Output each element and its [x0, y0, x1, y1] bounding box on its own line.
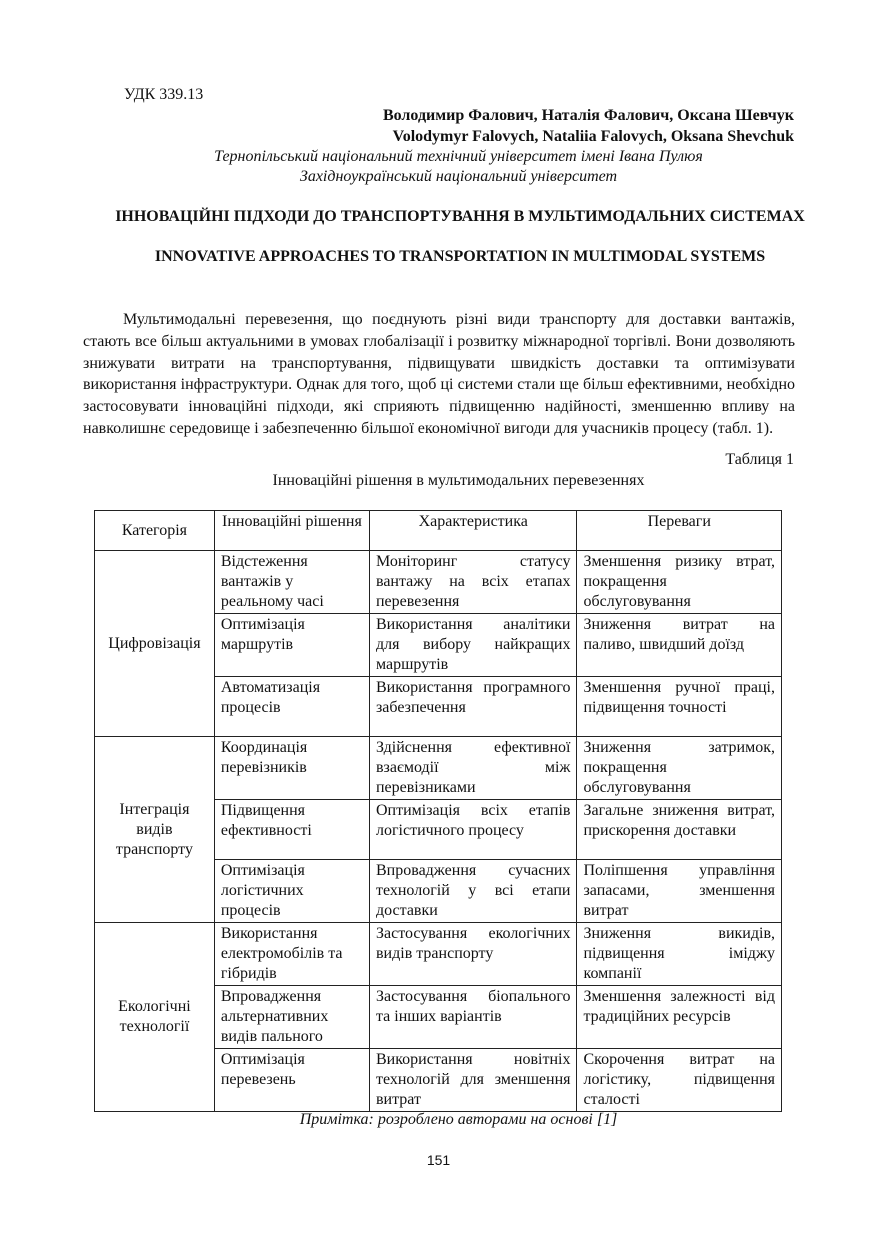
table-row	[95, 737, 782, 800]
characteristic-cell: Застосування біопального та інших варіантів	[369, 986, 577, 1049]
title-ukrainian: ІННОВАЦІЙНІ ПІДХОДИ ДО ТРАНСПОРТУВАННЯ В МУЛЬТИМОДАЛЬНИХ СИСТЕМАХ	[115, 208, 805, 225]
solution-cell: Координація перевізників	[214, 737, 369, 800]
advantage-cell: Зниження викидів, підвищення іміджу компанії	[577, 923, 782, 986]
advantage-cell: Зменшення ручної праці, підвищення точності	[577, 677, 782, 737]
characteristic-cell: Здійснення ефективної взаємодії між перевізниками	[369, 737, 577, 800]
affiliation-1: Тернопільський національний технічний університет імені Івана Пулюя	[214, 148, 703, 165]
advantage-cell: Зменшення ризику втрат, покращення обслуговування	[577, 551, 782, 614]
characteristic-cell: Застосування екологічних видів транспорту	[369, 923, 577, 986]
affiliation-2: Західноукраїнський національний університет	[299, 168, 618, 185]
header-category: Категорія	[95, 511, 215, 551]
advantage-cell: Скорочення витрат на логістику, підвищення сталості	[577, 1049, 782, 1112]
characteristic-cell: Оптимізація всіх етапів логістичного процесу	[369, 800, 577, 860]
characteristic-cell: Впровадження сучасних технологій у всі етапи доставки	[369, 860, 577, 923]
body-paragraph: Мультимодальні перевезення, що поєднують різні види транспорту для доставки вантажів, стають все більш актуальними в умовах глобалізації і розвитку міжнародної торгівлі. Вони дозволяють знижувати витрати на транспортування, підвищувати швидкість доставки та оптимізувати використання інфраструктури. Однак для того, щоб ці системи стали ще більш ефективними, необхідно застосовувати інноваційні підходи, які сприяють підвищенню надійності, зменшенню впливу на навколишнє середовище і забезпеченню більшої економічної вигоди для учасників процесу (табл. 1).	[83, 311, 795, 437]
characteristic-cell: Використання новітніх технологій для зменшення витрат	[369, 1049, 577, 1112]
solution-cell: Використання електромобілів та гібридів	[214, 923, 369, 986]
table-note: Примітка: розроблено авторами на основі [1]	[299, 1111, 618, 1128]
solutions-table	[94, 510, 782, 1112]
udk-code: УДК 339.13	[124, 86, 204, 103]
solution-cell: Впровадження альтернативних видів пального	[214, 986, 369, 1049]
solution-cell: Оптимізація маршрутів	[214, 614, 369, 677]
header-solution: Інноваційні рішення	[214, 511, 369, 551]
table-row	[95, 923, 782, 986]
solution-cell: Автоматизація процесів	[214, 677, 369, 737]
characteristic-cell: Моніторинг статусу вантажу на всіх етапах перевезення	[369, 551, 577, 614]
solution-cell: Підвищення ефективності	[214, 800, 369, 860]
category-cell: Цифровізація	[95, 551, 215, 737]
advantage-cell: Зниження витрат на паливо, швидший доїзд	[577, 614, 782, 677]
solution-cell: Відстеження вантажів у реальному часі	[214, 551, 369, 614]
header-characteristic: Характеристика	[369, 511, 577, 551]
authors-english: Volodymyr Falovych, Nataliia Falovych, Oksana Shevchuk	[392, 128, 794, 145]
authors-ukrainian: Володимир Фалович, Наталія Фалович, Оксана Шевчук	[382, 107, 794, 124]
advantage-cell: Поліпшення управління запасами, зменшення витрат	[577, 860, 782, 923]
solution-cell: Оптимізація логістичних процесів	[214, 860, 369, 923]
table-label: Таблиця 1	[725, 451, 794, 468]
advantage-cell: Загальне зниження витрат, прискорення доставки	[577, 800, 782, 860]
advantage-cell: Зменшення залежності від традиційних ресурсів	[577, 986, 782, 1049]
table-header-row	[95, 511, 782, 551]
table-row	[95, 551, 782, 614]
category-cell: Інтеграція видів транспорту	[95, 737, 215, 923]
title-english: INNOVATIVE APPROACHES TO TRANSPORTATION IN MULTIMODAL SYSTEMS	[154, 248, 766, 265]
characteristic-cell: Використання програмного забезпечення	[369, 677, 577, 737]
advantage-cell: Зниження затримок, покращення обслуговування	[577, 737, 782, 800]
solution-cell: Оптимізація перевезень	[214, 1049, 369, 1112]
header-advantage: Переваги	[577, 511, 782, 551]
table-caption: Інноваційні рішення в мультимодальних перевезеннях	[272, 472, 645, 489]
characteristic-cell: Використання аналітики для вибору найкращих маршрутів	[369, 614, 577, 677]
category-cell: Екологічні технології	[95, 923, 215, 1112]
page-number: 151	[426, 1152, 451, 1168]
